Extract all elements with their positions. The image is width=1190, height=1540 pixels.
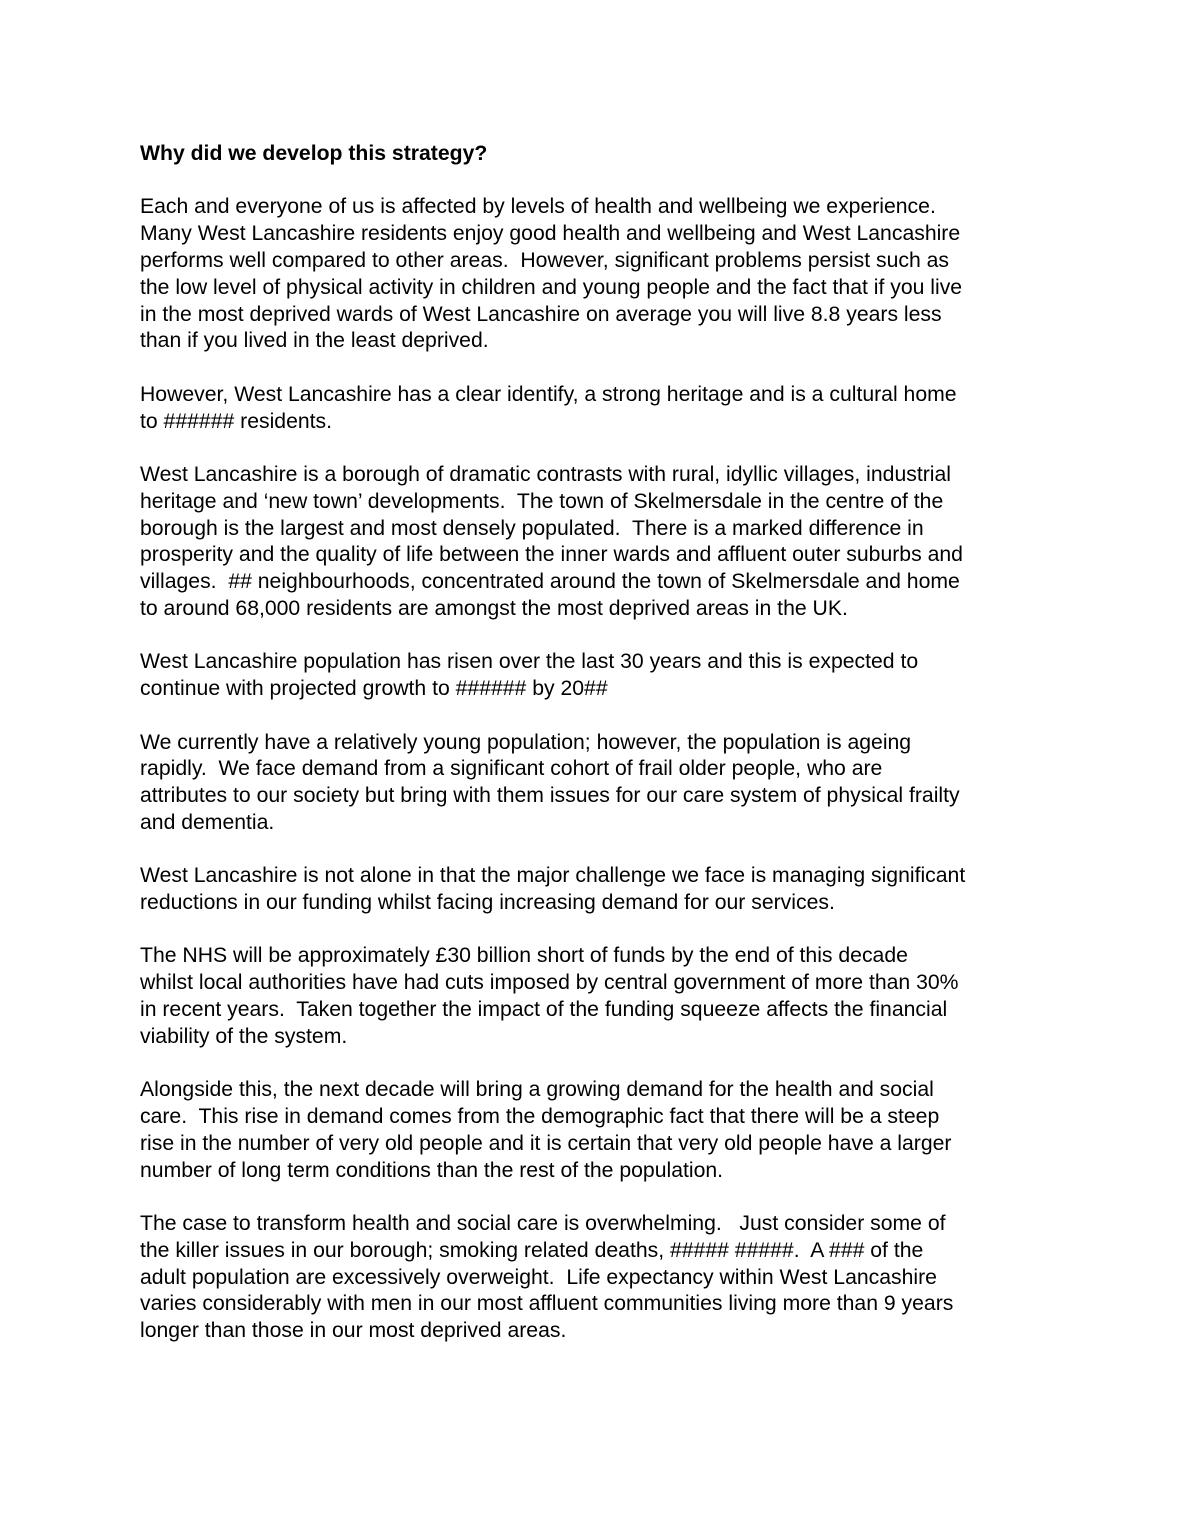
paragraph-line: care. This rise in demand comes from the demographic fact that there will be a steep — [140, 1105, 940, 1129]
paragraph-line: heritage and ‘new town’ developments. The town of Skelmersdale in the centre of the — [140, 489, 944, 513]
paragraph-line: longer than those in our most deprived areas. — [140, 1319, 567, 1343]
paragraph-line: borough is the largest and most densely populated. There is a marked difference in — [140, 516, 924, 540]
paragraph-line: West Lancashire is not alone in that the major challenge we face is managing significant — [140, 864, 966, 888]
paragraph-6 — [140, 863, 1070, 917]
paragraph-7 — [140, 943, 1070, 1050]
paragraph-line: The NHS will be approximately £30 billion short of funds by the end of this decade — [140, 944, 908, 968]
paragraph-line: rise in the number of very old people and it is certain that very old people have a larger — [140, 1131, 952, 1155]
paragraph-line: than if you lived in the least deprived. — [140, 329, 489, 353]
paragraph-line: to around 68,000 residents are amongst the most deprived areas in the UK. — [140, 596, 848, 620]
paragraph-9 — [140, 1211, 1070, 1345]
paragraph-line: performs well compared to other areas. However, significant problems persist such as — [140, 248, 950, 272]
paragraph-line: However, West Lancashire has a clear identify, a strong heritage and is a cultural home — [140, 382, 957, 406]
paragraph-line: number of long term conditions than the rest of the population. — [140, 1158, 724, 1182]
paragraph-line: the low level of physical activity in children and young people and the fact that if you live — [140, 275, 963, 299]
paragraph-3 — [140, 462, 1070, 623]
paragraph-5 — [140, 730, 1070, 837]
paragraph-line: Many West Lancashire residents enjoy good health and wellbeing and West Lancashire — [140, 222, 961, 246]
paragraph-line: in recent years. Taken together the impact of the funding squeeze affects the financial — [140, 998, 948, 1022]
paragraph-line: and dementia. — [140, 810, 275, 834]
paragraph-line: Each and everyone of us is affected by levels of health and wellbeing we experience. — [140, 195, 936, 219]
paragraph-4 — [140, 649, 1070, 703]
paragraph-line: prosperity and the quality of life between the inner wards and affluent outer suburbs and — [140, 543, 963, 567]
paragraph-line: The case to transform health and social care is overwhelming. Just consider some of — [140, 1212, 946, 1236]
paragraph-2 — [140, 382, 1070, 436]
document-page — [140, 141, 1070, 1372]
paragraph-line: viability of the system. — [140, 1024, 348, 1048]
paragraph-1 — [140, 194, 1070, 355]
paragraph-line: West Lancashire is a borough of dramatic contrasts with rural, idyllic villages, industrial — [140, 462, 951, 486]
paragraph-line: the killer issues in our borough; smoking related deaths, ##### #####. A ### of the — [140, 1238, 924, 1262]
paragraph-line: adult population are excessively overweight. Life expectancy within West Lancashire — [140, 1265, 937, 1289]
paragraph-line: Alongside this, the next decade will bring a growing demand for the health and social — [140, 1078, 934, 1102]
paragraph-line: We currently have a relatively young population; however, the population is ageing — [140, 730, 912, 754]
paragraph-line: whilst local authorities have had cuts imposed by central government of more than 30% — [140, 971, 959, 995]
paragraph-line: villages. ## neighbourhoods, concentrated around the town of Skelmersdale and home — [140, 570, 960, 594]
paragraph-line: to ###### residents. — [140, 409, 333, 433]
paragraph-line: West Lancashire population has risen over the last 30 years and this is expected to — [140, 650, 919, 674]
paragraph-line: attributes to our society but bring with them issues for our care system of physical frailty — [140, 784, 960, 808]
paragraph-line: reductions in our funding whilst facing increasing demand for our services. — [140, 891, 835, 915]
paragraph-line: in the most deprived wards of West Lancashire on average you will live 8.8 years less — [140, 302, 942, 326]
paragraph-line: rapidly. We face demand from a significant cohort of frail older people, who are — [140, 757, 883, 781]
paragraph-line: varies considerably with men in our most affluent communities living more than 9 years — [140, 1292, 954, 1316]
section-heading: Why did we develop this strategy? — [140, 142, 488, 165]
paragraph-line: continue with projected growth to ###### by 20## — [140, 677, 608, 701]
paragraph-8 — [140, 1077, 1070, 1184]
